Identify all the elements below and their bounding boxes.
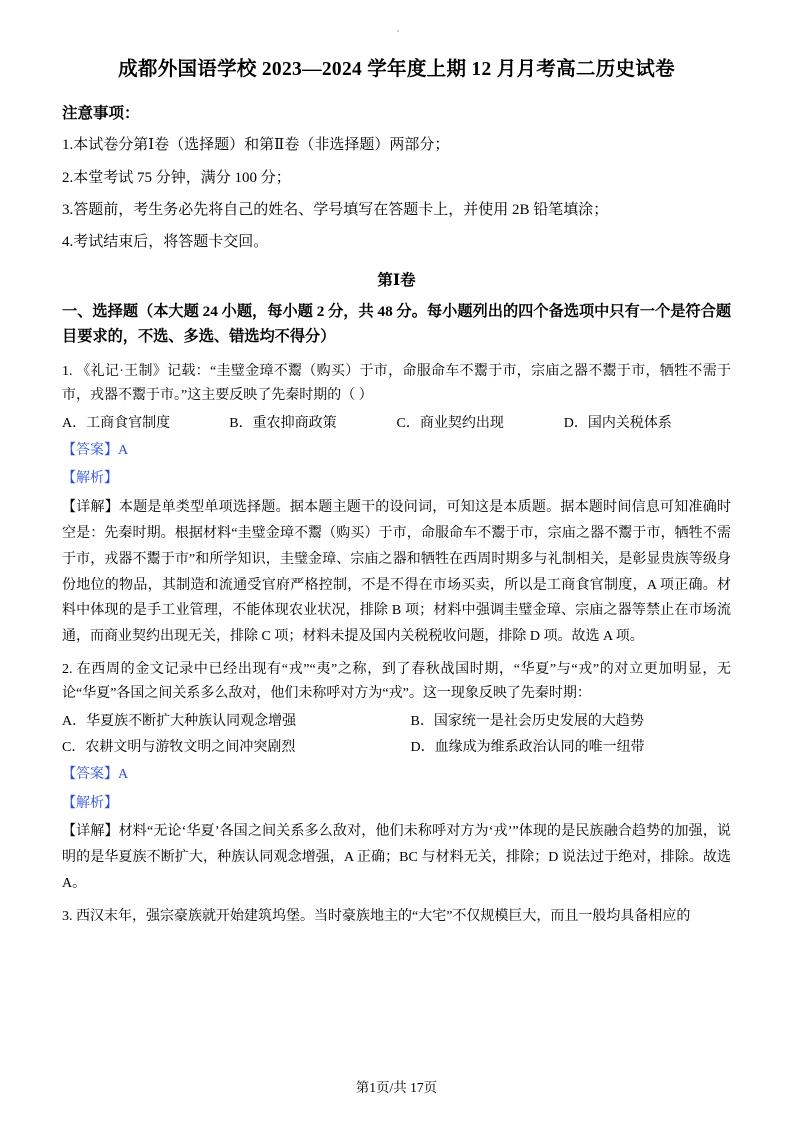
analysis-label: 【解析】: [62, 471, 118, 487]
question-stem: [62, 658, 731, 706]
option-a[interactable]: A．华夏族不断扩大种族认同观念增强: [62, 714, 297, 730]
question-number: 1.: [62, 363, 73, 379]
option-c[interactable]: C．商业契约出现: [396, 415, 504, 431]
part-label: 第Ⅰ卷: [377, 272, 416, 290]
question-options: [62, 710, 731, 734]
question-stem: [62, 905, 731, 929]
explanation-text: 【详解】本题是单类型单项选择题。据本题主题干的设问词，可知这是本质题。据本题时间信息可知准确时空是：先秦时期。根据材料“圭璧金璋不鬻（购买）于市，命服命车不鬻于市，宗庙之器不鬻于市，牺牲不需于市，戎器不鬻于市”和所学知识，圭璧金璋、宗庙之器和牺牲在西周时期多与礼制相关，是彰显贵族等级身份地位的物品，其制造和流通受官府严格控制，不是不得在市场买卖，所以是工商食官制度，A 项正确。材料中体现的是手工业管理，不能体现农业状况，排除 B 项；材料中强调圭璧金璋、宗庙之器等禁止在市场流通，而商业契约出现无关，排除 C 项；材料未提及国内关税税收问题，排除 D 项。故选 A 项。: [62, 499, 731, 645]
question-options: [62, 412, 731, 436]
question-options: [62, 736, 731, 760]
option-d[interactable]: D．血缘成为维系政治认同的唯一纽带: [410, 740, 645, 756]
option-b[interactable]: B．国家统一是社会历史发展的大趋势: [410, 714, 644, 730]
question-text: 西汉末年，强宗豪族就开始建筑坞堡。当时豪族地主的“大宅”不仅规模巨大，而且一般均具备相应的: [76, 908, 691, 924]
question-text: 在西周的金文记录中已经出现有“戎”“夷”之称，到了春秋战国时期，“华夏”与“戎”的对立更加明显，无论“华夏”各国之间关系多么敌对，他们未称呼对方为“戎”。这一现象反映了先秦时期：: [62, 662, 731, 702]
question-text: 《礼记·王制》记载：“圭璧金璋不鬻（购买）于市，命服命车不鬻于市，宗庙之器不鬻于市，牺牲不需于市，戎器不鬻于市。”这主要反映了先秦时期的（ ）: [62, 363, 732, 403]
option-a[interactable]: A．工商食官制度: [62, 415, 171, 431]
option-b[interactable]: B．重农抑商政策: [229, 415, 337, 431]
notice-item-3: 3.答题前，考生务必先将自己的姓名、学号填写在答题卡上，并使用 2B 铅笔填涂；: [62, 201, 609, 218]
page-marker-dot: [397, 30, 399, 32]
explanation-text: 【详解】材料“无论‘华夏’各国之间关系多么敌对，他们未称呼对方为‘戎’”体现的是民族融合趋势的加强，说明的是华夏族不断扩大，种族认同观念增强，A 正确；BC 与材料无关，排除；D 说法过于绝对，排除。故选 A。: [62, 824, 731, 891]
question-number: 2.: [62, 662, 73, 678]
page-title: 成都外国语学校 2023—2024 学年度上期 12 月月考高二历史试卷: [118, 59, 675, 80]
analysis-label: 【解析】: [62, 795, 118, 811]
notice-item-1: 1.本试卷分第Ⅰ卷（选择题）和第Ⅱ卷（非选择题）两部分；: [62, 137, 450, 154]
option-c[interactable]: C．农耕文明与游牧文明之间冲突剧烈: [62, 740, 296, 756]
answer-label: 【答案】A: [62, 442, 129, 458]
answer-label: 【答案】A: [62, 766, 129, 782]
option-d[interactable]: D．国内关税体系: [563, 415, 672, 431]
notice-item-4: 4.考试结束后，将答题卡交回。: [62, 234, 269, 251]
notice-heading: 注意事项：: [62, 105, 140, 123]
notice-item-2: 2.本堂考试 75 分钟，满分 100 分；: [62, 169, 291, 186]
question-number: 3.: [62, 908, 73, 924]
question-stem: [62, 360, 731, 408]
page-footer: 第1页/共 17页: [355, 1080, 438, 1095]
section-heading: 一、选择题（本大题 24 小题，每小题 2 分，共 48 分。每小题列出的四个备选项中只有一个是符合题目要求的，不选、多选、错选均不得分）: [62, 303, 731, 346]
